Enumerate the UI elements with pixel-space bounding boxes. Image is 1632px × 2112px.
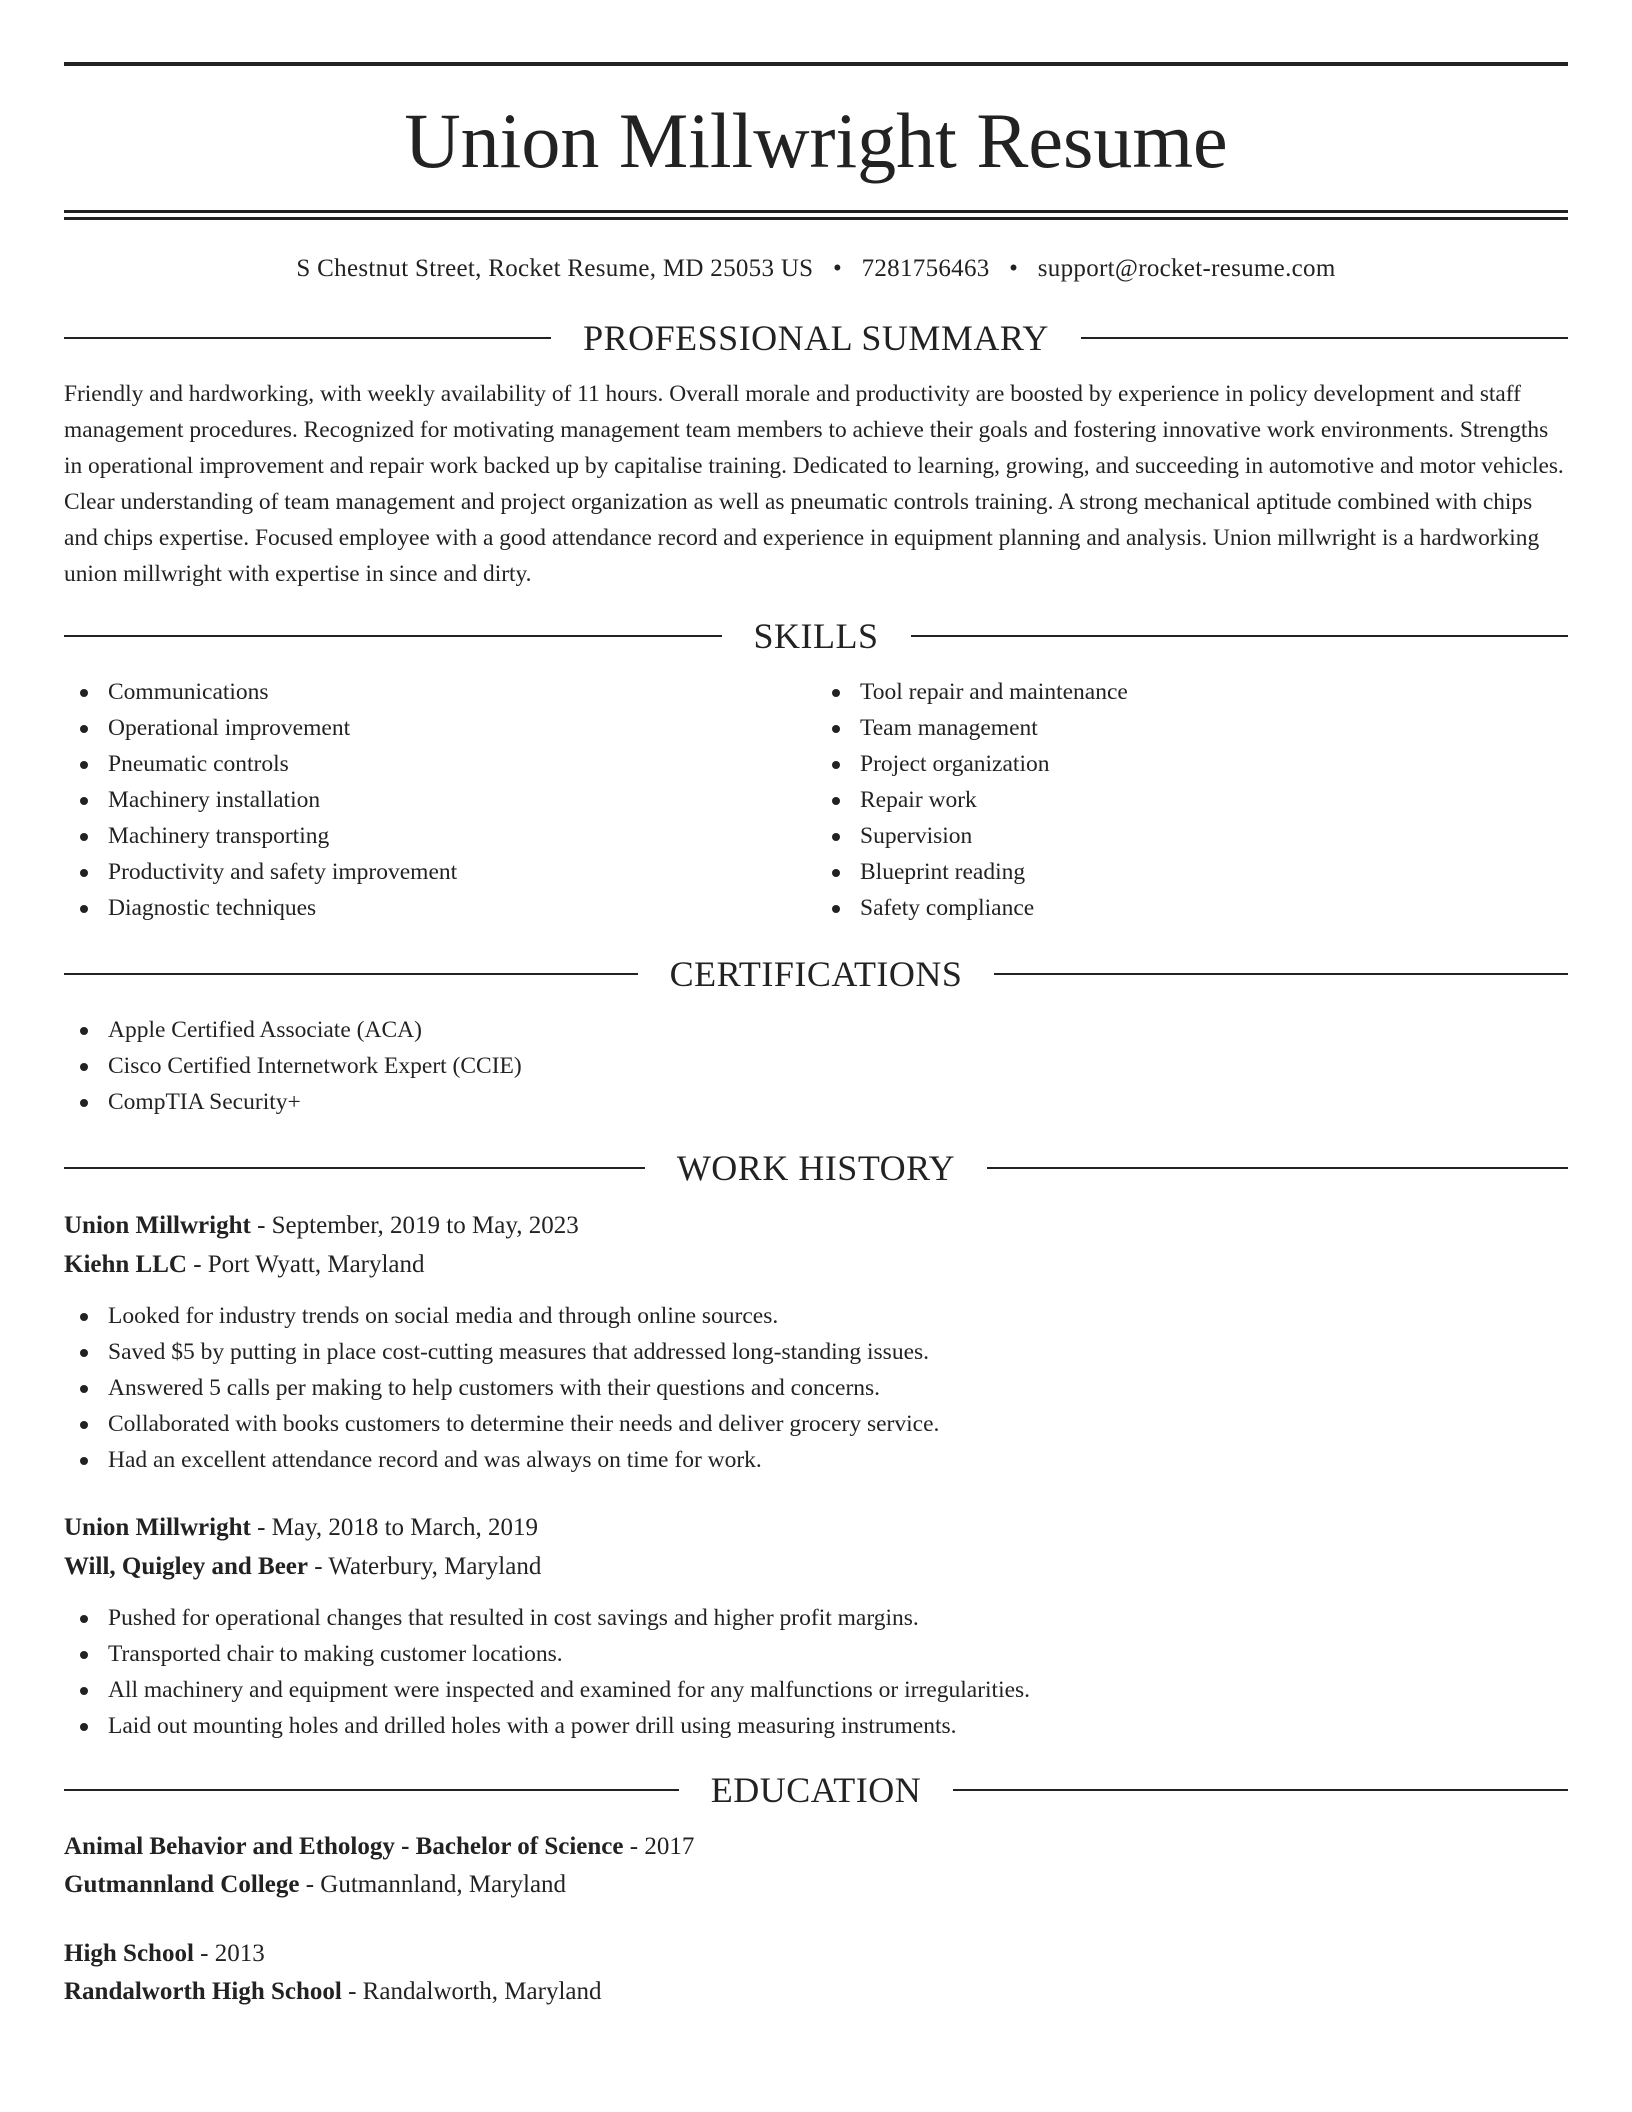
- summary-heading: [64, 320, 1568, 356]
- job-company: Will, Quigley and Beer: [64, 1553, 308, 1580]
- education-location: - Gutmannland, Maryland: [299, 1871, 567, 1898]
- job-duty: Collaborated with books customers to determine their needs and deliver grocery service.: [64, 1406, 1568, 1442]
- contact-line: [64, 254, 1568, 284]
- skills-heading-label: SKILLS: [753, 616, 879, 656]
- job-location: - Waterbury, Maryland: [308, 1553, 542, 1580]
- job-entry: [64, 1508, 1568, 1744]
- job-title: Union Millwright: [64, 1514, 251, 1541]
- contact-separator: •: [832, 255, 843, 282]
- job-duties-list: [64, 1298, 1568, 1478]
- education-degree-line: [64, 1935, 1568, 1973]
- skill-item: Productivity and safety improvement: [64, 854, 816, 890]
- education-year: - 2013: [193, 1940, 265, 1967]
- summary-heading-label: PROFESSIONAL SUMMARY: [583, 318, 1049, 358]
- certification-item: Apple Certified Associate (ACA): [64, 1012, 1568, 1048]
- job-company-line: [64, 1245, 1568, 1284]
- job-title: Union Millwright: [64, 1212, 251, 1239]
- job-duties-list: [64, 1600, 1568, 1744]
- education-school: Randalworth High School: [64, 1978, 342, 2005]
- job-dates: - September, 2019 to May, 2023: [250, 1212, 579, 1239]
- job-duty: Pushed for operational changes that resulted in cost savings and higher profit margins.: [64, 1600, 1568, 1636]
- heading-rule-left: [64, 1789, 679, 1791]
- heading-rule-right: [911, 635, 1569, 637]
- skills-column-left: [64, 674, 816, 926]
- certifications-heading: [64, 956, 1568, 992]
- job-duty: Saved $5 by putting in place cost-cutting measures that addressed long-standing issues.: [64, 1334, 1568, 1370]
- education-degree: High School: [64, 1940, 194, 1967]
- heading-rule-left: [64, 337, 551, 339]
- certification-item: Cisco Certified Internetwork Expert (CCIE): [64, 1048, 1568, 1084]
- skill-item: Blueprint reading: [816, 854, 1568, 890]
- job-title-line: [64, 1508, 1568, 1547]
- skills-column-right: [816, 674, 1568, 926]
- skill-item: Safety compliance: [816, 890, 1568, 926]
- contact-email: support@rocket-resume.com: [1037, 255, 1336, 282]
- education-school-line: [64, 1973, 1568, 2011]
- education-school-line: [64, 1866, 1568, 1904]
- certification-item: CompTIA Security+: [64, 1084, 1568, 1120]
- education-location: - Randalworth, Maryland: [341, 1978, 602, 2005]
- education-degree-line: [64, 1828, 1568, 1866]
- summary-text: Friendly and hardworking, with weekly availability of 11 hours. Overall morale and productivity are boosted by experience in policy development and staff management procedures. Recognized for motivating management team members to achieve their goals and fostering innovative work environments. Strengths in operational improvement and repair work backed up by capitalise training. Dedicated to learning, growing, and succeeding in automotive and motor vehicles. Clear understanding of team management and project organization as well as pneumatic controls training. A strong mechanical aptitude combined with chips and chips expertise. Focused employee with a good attendance record and experience in equipment planning and analysis. Union millwright is a hardworking union millwright with expertise in since and dirty.: [64, 381, 1564, 587]
- job-company: Kiehn LLC: [64, 1251, 187, 1278]
- skill-item: Repair work: [816, 782, 1568, 818]
- job-duty: All machinery and equipment were inspected and examined for any malfunctions or irregularities.: [64, 1672, 1568, 1708]
- education-entry: [64, 1828, 1568, 1904]
- education-heading: [64, 1772, 1568, 1808]
- contact-phone: 7281756463: [861, 255, 990, 282]
- heading-rule-left: [64, 635, 722, 637]
- job-entry: [64, 1206, 1568, 1478]
- job-duty: Laid out mounting holes and drilled holes with a power drill using measuring instruments.: [64, 1708, 1568, 1744]
- title-double-rule: [64, 210, 1568, 220]
- education-entry: [64, 1935, 1568, 2011]
- heading-rule-right: [987, 1167, 1568, 1169]
- job-company-line: [64, 1547, 1568, 1586]
- heading-rule-right: [953, 1789, 1568, 1791]
- skill-item: Team management: [816, 710, 1568, 746]
- education-school: Gutmannland College: [64, 1871, 300, 1898]
- skill-item: Supervision: [816, 818, 1568, 854]
- skill-item: Pneumatic controls: [64, 746, 816, 782]
- skill-item: Tool repair and maintenance: [816, 674, 1568, 710]
- job-location: - Port Wyatt, Maryland: [186, 1251, 425, 1278]
- job-duty: Had an excellent attendance record and was always on time for work.: [64, 1442, 1568, 1478]
- work-heading-label: WORK HISTORY: [676, 1148, 956, 1188]
- heading-rule-right: [1081, 337, 1568, 339]
- work-heading: [64, 1150, 1568, 1186]
- contact-separator: •: [1009, 255, 1019, 282]
- skill-item: Machinery transporting: [64, 818, 816, 854]
- education-degree: Animal Behavior and Ethology - Bachelor of Science: [64, 1833, 624, 1860]
- skill-item: Machinery installation: [64, 782, 816, 818]
- education-heading-label: EDUCATION: [710, 1770, 922, 1810]
- skill-item: Project organization: [816, 746, 1568, 782]
- certifications-heading-label: CERTIFICATIONS: [669, 954, 963, 994]
- heading-rule-left: [64, 973, 638, 975]
- skill-item: Operational improvement: [64, 710, 816, 746]
- job-duty: Looked for industry trends on social media and through online sources.: [64, 1298, 1568, 1334]
- skill-item: Diagnostic techniques: [64, 890, 816, 926]
- skills-heading: [64, 618, 1568, 654]
- job-duty: Transported chair to making customer locations.: [64, 1636, 1568, 1672]
- heading-rule-left: [64, 1167, 645, 1169]
- job-dates: - May, 2018 to March, 2019: [250, 1514, 539, 1541]
- certifications-list: [64, 1012, 1568, 1120]
- contact-address: S Chestnut Street, Rocket Resume, MD 25053 US: [296, 255, 814, 282]
- page-title: Union Millwright Resume: [404, 97, 1228, 184]
- job-duty: Answered 5 calls per making to help customers with their questions and concerns.: [64, 1370, 1568, 1406]
- education-year: - 2017: [623, 1833, 695, 1860]
- skill-item: Communications: [64, 674, 816, 710]
- job-title-line: [64, 1206, 1568, 1245]
- skills-list: [64, 674, 1568, 926]
- heading-rule-right: [994, 973, 1568, 975]
